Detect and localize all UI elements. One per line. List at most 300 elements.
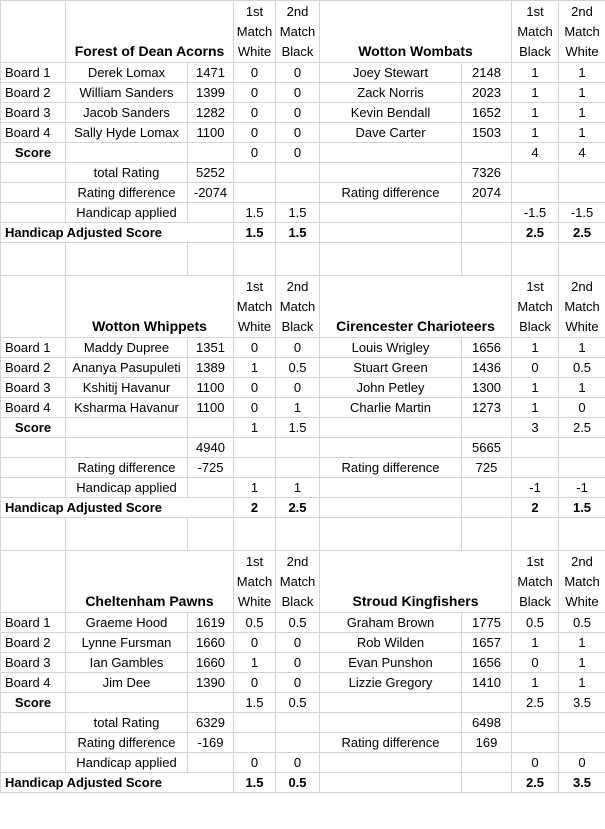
right-match2-result[interactable]: 0 (559, 398, 605, 418)
empty-cell[interactable] (234, 438, 276, 458)
total-rating-label[interactable]: total Rating (66, 163, 188, 183)
left-match1-result[interactable]: 0 (234, 673, 276, 693)
right-match1-result[interactable]: 1 (512, 633, 559, 653)
left-match1-score[interactable]: 0 (234, 143, 276, 163)
right-player-name[interactable]: Zack Norris (320, 83, 462, 103)
left-match2-header[interactable] (276, 276, 320, 338)
left-player-name[interactable]: William Sanders (66, 83, 188, 103)
left-player-rating[interactable]: 1471 (188, 63, 234, 83)
empty-cell[interactable] (512, 458, 559, 478)
header-line: Match (279, 299, 316, 314)
right-rating-difference[interactable]: 169 (462, 733, 512, 753)
left-match2-score[interactable]: 0.5 (276, 693, 320, 713)
empty-cell[interactable] (320, 713, 462, 733)
empty-cell[interactable] (559, 458, 605, 478)
right-match2-handicap[interactable]: 0 (559, 753, 605, 773)
right-match1-result[interactable]: 0 (512, 653, 559, 673)
empty-cell[interactable] (276, 438, 320, 458)
empty-cell[interactable] (1, 438, 66, 458)
empty-cell[interactable] (320, 518, 462, 551)
right-match2-header[interactable] (559, 1, 605, 63)
header-line: Black (281, 44, 314, 59)
left-match2-handicap[interactable]: 0 (276, 753, 320, 773)
right-rating-difference-label[interactable]: Rating difference (320, 733, 462, 753)
empty-cell[interactable] (1, 276, 66, 338)
left-match2-handicap[interactable]: 1 (276, 478, 320, 498)
right-match2-result[interactable]: 1 (559, 633, 605, 653)
empty-cell[interactable] (188, 753, 234, 773)
right-match1-header[interactable] (512, 1, 559, 63)
empty-cell[interactable] (276, 163, 320, 183)
empty-cell[interactable] (66, 143, 188, 163)
right-match2-score[interactable]: 4 (559, 143, 605, 163)
handicap-label[interactable]: Handicap applied (66, 753, 188, 773)
right-match1-result[interactable]: 1 (512, 123, 559, 143)
left-player-name[interactable]: Graeme Hood (66, 613, 188, 633)
right-match1-result[interactable]: 1 (512, 398, 559, 418)
board-label[interactable]: Board 2 (1, 633, 66, 653)
left-team-name[interactable]: Cheltenham Pawns (66, 551, 234, 613)
spacer-row (1, 243, 605, 276)
empty-cell[interactable] (1, 733, 66, 753)
empty-cell[interactable] (512, 183, 559, 203)
empty-cell[interactable] (462, 518, 512, 551)
board-label[interactable]: Board 4 (1, 673, 66, 693)
empty-cell[interactable] (1, 458, 66, 478)
empty-cell[interactable] (320, 143, 462, 163)
left-rating-difference-label[interactable]: Rating difference (66, 183, 188, 203)
left-match2-handicap[interactable]: 1.5 (276, 203, 320, 223)
left-team-name[interactable]: Wotton Whippets (66, 276, 234, 338)
right-match2-result[interactable]: 1 (559, 653, 605, 673)
left-player-rating[interactable]: 1619 (188, 613, 234, 633)
empty-cell[interactable] (320, 203, 462, 223)
empty-cell[interactable] (462, 418, 512, 438)
empty-cell[interactable] (66, 418, 188, 438)
right-match1-adjusted[interactable]: 2.5 (512, 223, 559, 243)
left-match1-adjusted[interactable]: 2 (234, 498, 276, 518)
left-player-name[interactable]: Ananya Pasupuleti (66, 358, 188, 378)
adjusted-score-label[interactable]: Handicap Adjusted Score (1, 223, 234, 243)
left-player-rating[interactable]: 1660 (188, 653, 234, 673)
empty-cell[interactable] (462, 143, 512, 163)
empty-cell[interactable] (320, 478, 462, 498)
board-label[interactable]: Board 3 (1, 378, 66, 398)
left-player-rating[interactable]: 1660 (188, 633, 234, 653)
right-match2-header[interactable] (559, 551, 605, 613)
right-player-rating[interactable]: 1436 (462, 358, 512, 378)
left-player-name[interactable]: Lynne Fursman (66, 633, 188, 653)
empty-cell[interactable] (276, 183, 320, 203)
empty-cell[interactable] (462, 498, 512, 518)
right-match2-result[interactable]: 1 (559, 378, 605, 398)
left-match2-result[interactable]: 0 (276, 338, 320, 358)
empty-cell[interactable] (512, 243, 559, 276)
right-match1-adjusted[interactable]: 2.5 (512, 773, 559, 793)
empty-cell[interactable] (320, 498, 462, 518)
empty-cell[interactable] (462, 223, 512, 243)
right-match2-result[interactable]: 0.5 (559, 613, 605, 633)
empty-cell[interactable] (188, 518, 234, 551)
right-team-name[interactable]: Cirencester Charioteers (320, 276, 512, 338)
left-rating-difference[interactable]: -169 (188, 733, 234, 753)
left-rating-difference[interactable]: -2074 (188, 183, 234, 203)
right-match1-result[interactable]: 1 (512, 378, 559, 398)
right-rating-difference-label[interactable]: Rating difference (320, 183, 462, 203)
left-match1-result[interactable]: 1 (234, 653, 276, 673)
right-player-name[interactable]: Evan Punshon (320, 653, 462, 673)
left-match2-result[interactable]: 0 (276, 63, 320, 83)
empty-cell[interactable] (512, 438, 559, 458)
total-rating-label[interactable] (66, 438, 188, 458)
right-player-rating[interactable]: 1300 (462, 378, 512, 398)
right-match1-header[interactable] (512, 551, 559, 613)
right-player-rating[interactable]: 1775 (462, 613, 512, 633)
right-match1-result[interactable]: 1 (512, 63, 559, 83)
board-label[interactable]: Board 1 (1, 63, 66, 83)
left-match2-header[interactable] (276, 551, 320, 613)
left-rating-difference[interactable]: -725 (188, 458, 234, 478)
header-line: 2nd (286, 4, 309, 19)
right-player-name[interactable]: Rob Wilden (320, 633, 462, 653)
right-team-name[interactable]: Wotton Wombats (320, 1, 512, 63)
left-match2-result[interactable]: 0 (276, 123, 320, 143)
right-player-name[interactable]: Charlie Martin (320, 398, 462, 418)
total-rating-row (1, 438, 605, 458)
empty-cell[interactable] (1, 203, 66, 223)
right-player-name[interactable]: Louis Wrigley (320, 338, 462, 358)
right-match1-handicap[interactable]: -1.5 (512, 203, 559, 223)
right-total-rating[interactable]: 5665 (462, 438, 512, 458)
empty-cell[interactable] (276, 243, 320, 276)
empty-cell[interactable] (559, 438, 605, 458)
empty-cell[interactable] (512, 713, 559, 733)
empty-cell[interactable] (462, 203, 512, 223)
left-player-name[interactable]: Jacob Sanders (66, 103, 188, 123)
right-player-rating[interactable]: 2148 (462, 63, 512, 83)
left-match2-result[interactable]: 0.5 (276, 358, 320, 378)
empty-cell[interactable] (1, 478, 66, 498)
left-player-rating[interactable]: 1390 (188, 673, 234, 693)
board-label[interactable]: Board 2 (1, 83, 66, 103)
left-match1-score[interactable]: 1.5 (234, 693, 276, 713)
left-rating-difference-label[interactable]: Rating difference (66, 458, 188, 478)
empty-cell[interactable] (559, 183, 605, 203)
header-line: Match (564, 24, 600, 39)
empty-cell[interactable] (1, 713, 66, 733)
right-match1-score[interactable]: 2.5 (512, 693, 559, 713)
left-match1-score[interactable]: 1 (234, 418, 276, 438)
empty-cell[interactable] (1, 243, 66, 276)
header-line: 1st (245, 4, 264, 19)
left-player-name[interactable]: Maddy Dupree (66, 338, 188, 358)
right-player-rating[interactable]: 1656 (462, 653, 512, 673)
left-match2-score[interactable]: 1.5 (276, 418, 320, 438)
left-match2-result[interactable]: 0 (276, 103, 320, 123)
empty-cell[interactable] (188, 478, 234, 498)
right-rating-difference-label[interactable]: Rating difference (320, 458, 462, 478)
board-label[interactable]: Board 2 (1, 358, 66, 378)
empty-cell[interactable] (320, 163, 462, 183)
empty-cell[interactable] (276, 713, 320, 733)
right-team-name[interactable]: Stroud Kingfishers (320, 551, 512, 613)
left-match2-result[interactable]: 0 (276, 633, 320, 653)
right-match2-result[interactable]: 1 (559, 63, 605, 83)
right-rating-difference[interactable]: 2074 (462, 183, 512, 203)
left-match1-adjusted[interactable]: 1.5 (234, 773, 276, 793)
total-rating-row (1, 713, 605, 733)
right-match2-result[interactable]: 1 (559, 123, 605, 143)
left-player-rating[interactable]: 1100 (188, 378, 234, 398)
empty-cell[interactable] (462, 773, 512, 793)
empty-cell[interactable] (276, 458, 320, 478)
left-match1-header[interactable] (234, 551, 276, 613)
empty-cell[interactable] (559, 163, 605, 183)
left-match2-result[interactable]: 0 (276, 673, 320, 693)
empty-cell[interactable] (320, 438, 462, 458)
left-total-rating[interactable]: 6329 (188, 713, 234, 733)
right-match1-result[interactable]: 1 (512, 83, 559, 103)
empty-cell[interactable] (559, 713, 605, 733)
right-player-name[interactable]: Joey Stewart (320, 63, 462, 83)
empty-cell[interactable] (234, 458, 276, 478)
left-match2-result[interactable]: 0.5 (276, 613, 320, 633)
adjusted-score-label[interactable]: Handicap Adjusted Score (1, 773, 234, 793)
left-match1-result[interactable]: 0 (234, 83, 276, 103)
empty-cell[interactable] (234, 713, 276, 733)
handicap-row (1, 203, 605, 223)
left-match1-result[interactable]: 0 (234, 398, 276, 418)
score-row (1, 418, 605, 438)
header-line: Match (517, 24, 553, 39)
right-player-name[interactable]: Lizzie Gregory (320, 673, 462, 693)
empty-cell[interactable] (1, 518, 66, 551)
right-match1-header[interactable] (512, 276, 559, 338)
right-player-name[interactable]: Dave Carter (320, 123, 462, 143)
right-player-name[interactable]: Stuart Green (320, 358, 462, 378)
empty-cell[interactable] (559, 243, 605, 276)
left-match1-result[interactable]: 0 (234, 633, 276, 653)
empty-cell[interactable] (559, 518, 605, 551)
left-match1-result[interactable]: 1 (234, 358, 276, 378)
right-match2-score[interactable]: 2.5 (559, 418, 605, 438)
empty-cell[interactable] (188, 203, 234, 223)
header-line: Black (519, 44, 551, 59)
empty-cell[interactable] (320, 223, 462, 243)
left-match2-adjusted[interactable]: 2.5 (276, 498, 320, 518)
empty-cell[interactable] (462, 693, 512, 713)
spacer-row (1, 518, 605, 551)
board-label[interactable]: Board 1 (1, 338, 66, 358)
adjusted-score-row (1, 498, 605, 518)
score-label[interactable]: Score (1, 418, 66, 438)
empty-cell[interactable] (188, 243, 234, 276)
handicap-label[interactable]: Handicap applied (66, 478, 188, 498)
left-player-name[interactable]: Sally Hyde Lomax (66, 123, 188, 143)
right-player-rating[interactable]: 1656 (462, 338, 512, 358)
right-match2-result[interactable]: 1 (559, 338, 605, 358)
left-match1-header[interactable] (234, 276, 276, 338)
empty-cell[interactable] (462, 753, 512, 773)
left-player-rating[interactable]: 1282 (188, 103, 234, 123)
left-match2-adjusted[interactable]: 0.5 (276, 773, 320, 793)
header-line: White (237, 44, 272, 59)
handicap-label[interactable]: Handicap applied (66, 203, 188, 223)
left-player-name[interactable]: Ksharma Havanur (66, 398, 188, 418)
empty-cell[interactable] (276, 518, 320, 551)
left-player-name[interactable]: Derek Lomax (66, 63, 188, 83)
left-match2-result[interactable]: 1 (276, 398, 320, 418)
left-match1-result[interactable]: 0 (234, 338, 276, 358)
right-match2-result[interactable]: 0.5 (559, 358, 605, 378)
right-match2-result[interactable]: 1 (559, 103, 605, 123)
left-match1-handicap[interactable]: 1.5 (234, 203, 276, 223)
board-label[interactable]: Board 4 (1, 398, 66, 418)
left-match1-result[interactable]: 0 (234, 103, 276, 123)
empty-cell[interactable] (512, 518, 559, 551)
empty-cell[interactable] (234, 733, 276, 753)
left-match2-result[interactable]: 0 (276, 653, 320, 673)
right-match2-score[interactable]: 3.5 (559, 693, 605, 713)
board-label[interactable]: Board 1 (1, 613, 66, 633)
right-player-rating[interactable]: 1503 (462, 123, 512, 143)
right-match1-handicap[interactable]: -1 (512, 478, 559, 498)
empty-cell[interactable] (512, 733, 559, 753)
board-label[interactable]: Board 3 (1, 103, 66, 123)
empty-cell[interactable] (320, 418, 462, 438)
empty-cell[interactable] (234, 243, 276, 276)
right-match1-result[interactable]: 0 (512, 358, 559, 378)
empty-cell[interactable] (188, 693, 234, 713)
right-match1-handicap[interactable]: 0 (512, 753, 559, 773)
right-player-name[interactable]: Graham Brown (320, 613, 462, 633)
left-match2-result[interactable]: 0 (276, 83, 320, 103)
right-match2-adjusted[interactable]: 1.5 (559, 498, 605, 518)
empty-cell[interactable] (66, 518, 188, 551)
right-match2-handicap[interactable]: -1.5 (559, 203, 605, 223)
section-header-row (1, 276, 605, 338)
empty-cell[interactable] (234, 183, 276, 203)
header-line: 2nd (571, 4, 593, 19)
left-player-rating[interactable]: 1351 (188, 338, 234, 358)
left-match2-result[interactable]: 0 (276, 378, 320, 398)
left-player-rating[interactable]: 1399 (188, 83, 234, 103)
empty-cell[interactable] (559, 733, 605, 753)
right-match1-result[interactable]: 1 (512, 673, 559, 693)
left-match1-handicap[interactable]: 1 (234, 478, 276, 498)
left-match1-result[interactable]: 0 (234, 123, 276, 143)
adjusted-score-label[interactable]: Handicap Adjusted Score (1, 498, 234, 518)
left-player-name[interactable]: Jim Dee (66, 673, 188, 693)
left-team-name[interactable]: Forest of Dean Acorns (66, 1, 234, 63)
left-player-rating[interactable]: 1100 (188, 123, 234, 143)
empty-cell[interactable] (320, 693, 462, 713)
right-player-rating[interactable]: 1410 (462, 673, 512, 693)
board-row (1, 613, 605, 633)
right-match1-result[interactable]: 0.5 (512, 613, 559, 633)
empty-cell[interactable] (320, 773, 462, 793)
right-match1-result[interactable]: 1 (512, 103, 559, 123)
left-player-name[interactable]: Kshitij Havanur (66, 378, 188, 398)
right-match2-adjusted[interactable]: 2.5 (559, 223, 605, 243)
section-header-row (1, 1, 605, 63)
header-line: 2nd (571, 279, 593, 294)
total-rating-label[interactable]: total Rating (66, 713, 188, 733)
score-label[interactable]: Score (1, 143, 66, 163)
right-match2-result[interactable]: 1 (559, 83, 605, 103)
left-match1-header[interactable] (234, 1, 276, 63)
left-player-rating[interactable]: 1389 (188, 358, 234, 378)
empty-cell[interactable] (462, 243, 512, 276)
empty-cell[interactable] (1, 753, 66, 773)
empty-cell[interactable] (1, 1, 66, 63)
empty-cell[interactable] (320, 243, 462, 276)
empty-cell[interactable] (1, 551, 66, 613)
right-match2-adjusted[interactable]: 3.5 (559, 773, 605, 793)
empty-cell[interactable] (320, 753, 462, 773)
left-match1-handicap[interactable]: 0 (234, 753, 276, 773)
right-match2-header[interactable] (559, 276, 605, 338)
empty-cell[interactable] (66, 693, 188, 713)
left-player-name[interactable]: Ian Gambles (66, 653, 188, 673)
empty-cell[interactable] (188, 418, 234, 438)
right-match1-score[interactable]: 4 (512, 143, 559, 163)
left-match1-result[interactable]: 0 (234, 378, 276, 398)
right-total-rating[interactable]: 7326 (462, 163, 512, 183)
empty-cell[interactable] (188, 143, 234, 163)
header-line: Match (517, 574, 553, 589)
board-label[interactable]: Board 3 (1, 653, 66, 673)
left-rating-difference-label[interactable]: Rating difference (66, 733, 188, 753)
empty-cell[interactable] (66, 243, 188, 276)
left-match2-adjusted[interactable]: 1.5 (276, 223, 320, 243)
empty-cell[interactable] (276, 733, 320, 753)
score-label[interactable]: Score (1, 693, 66, 713)
right-match2-result[interactable]: 1 (559, 673, 605, 693)
right-player-rating[interactable]: 1657 (462, 633, 512, 653)
left-match2-header[interactable] (276, 1, 320, 63)
empty-cell[interactable] (512, 163, 559, 183)
handicap-row (1, 753, 605, 773)
left-match1-result[interactable]: 0.5 (234, 613, 276, 633)
right-player-rating[interactable]: 2023 (462, 83, 512, 103)
right-match1-score[interactable]: 3 (512, 418, 559, 438)
right-player-name[interactable]: Kevin Bendall (320, 103, 462, 123)
left-match1-result[interactable]: 0 (234, 63, 276, 83)
board-row (1, 378, 605, 398)
board-label[interactable]: Board 4 (1, 123, 66, 143)
right-total-rating[interactable]: 6498 (462, 713, 512, 733)
left-total-rating[interactable]: 5252 (188, 163, 234, 183)
empty-cell[interactable] (234, 518, 276, 551)
left-match1-adjusted[interactable]: 1.5 (234, 223, 276, 243)
right-player-name[interactable]: John Petley (320, 378, 462, 398)
header-line: 2nd (571, 554, 593, 569)
right-match1-adjusted[interactable]: 2 (512, 498, 559, 518)
right-match2-handicap[interactable]: -1 (559, 478, 605, 498)
right-rating-difference[interactable]: 725 (462, 458, 512, 478)
right-match1-result[interactable]: 1 (512, 338, 559, 358)
empty-cell[interactable] (234, 163, 276, 183)
empty-cell[interactable] (462, 478, 512, 498)
left-match2-score[interactable]: 0 (276, 143, 320, 163)
empty-cell[interactable] (1, 183, 66, 203)
right-player-rating[interactable]: 1652 (462, 103, 512, 123)
left-total-rating[interactable]: 4940 (188, 438, 234, 458)
empty-cell[interactable] (1, 163, 66, 183)
right-player-rating[interactable]: 1273 (462, 398, 512, 418)
left-player-rating[interactable]: 1100 (188, 398, 234, 418)
